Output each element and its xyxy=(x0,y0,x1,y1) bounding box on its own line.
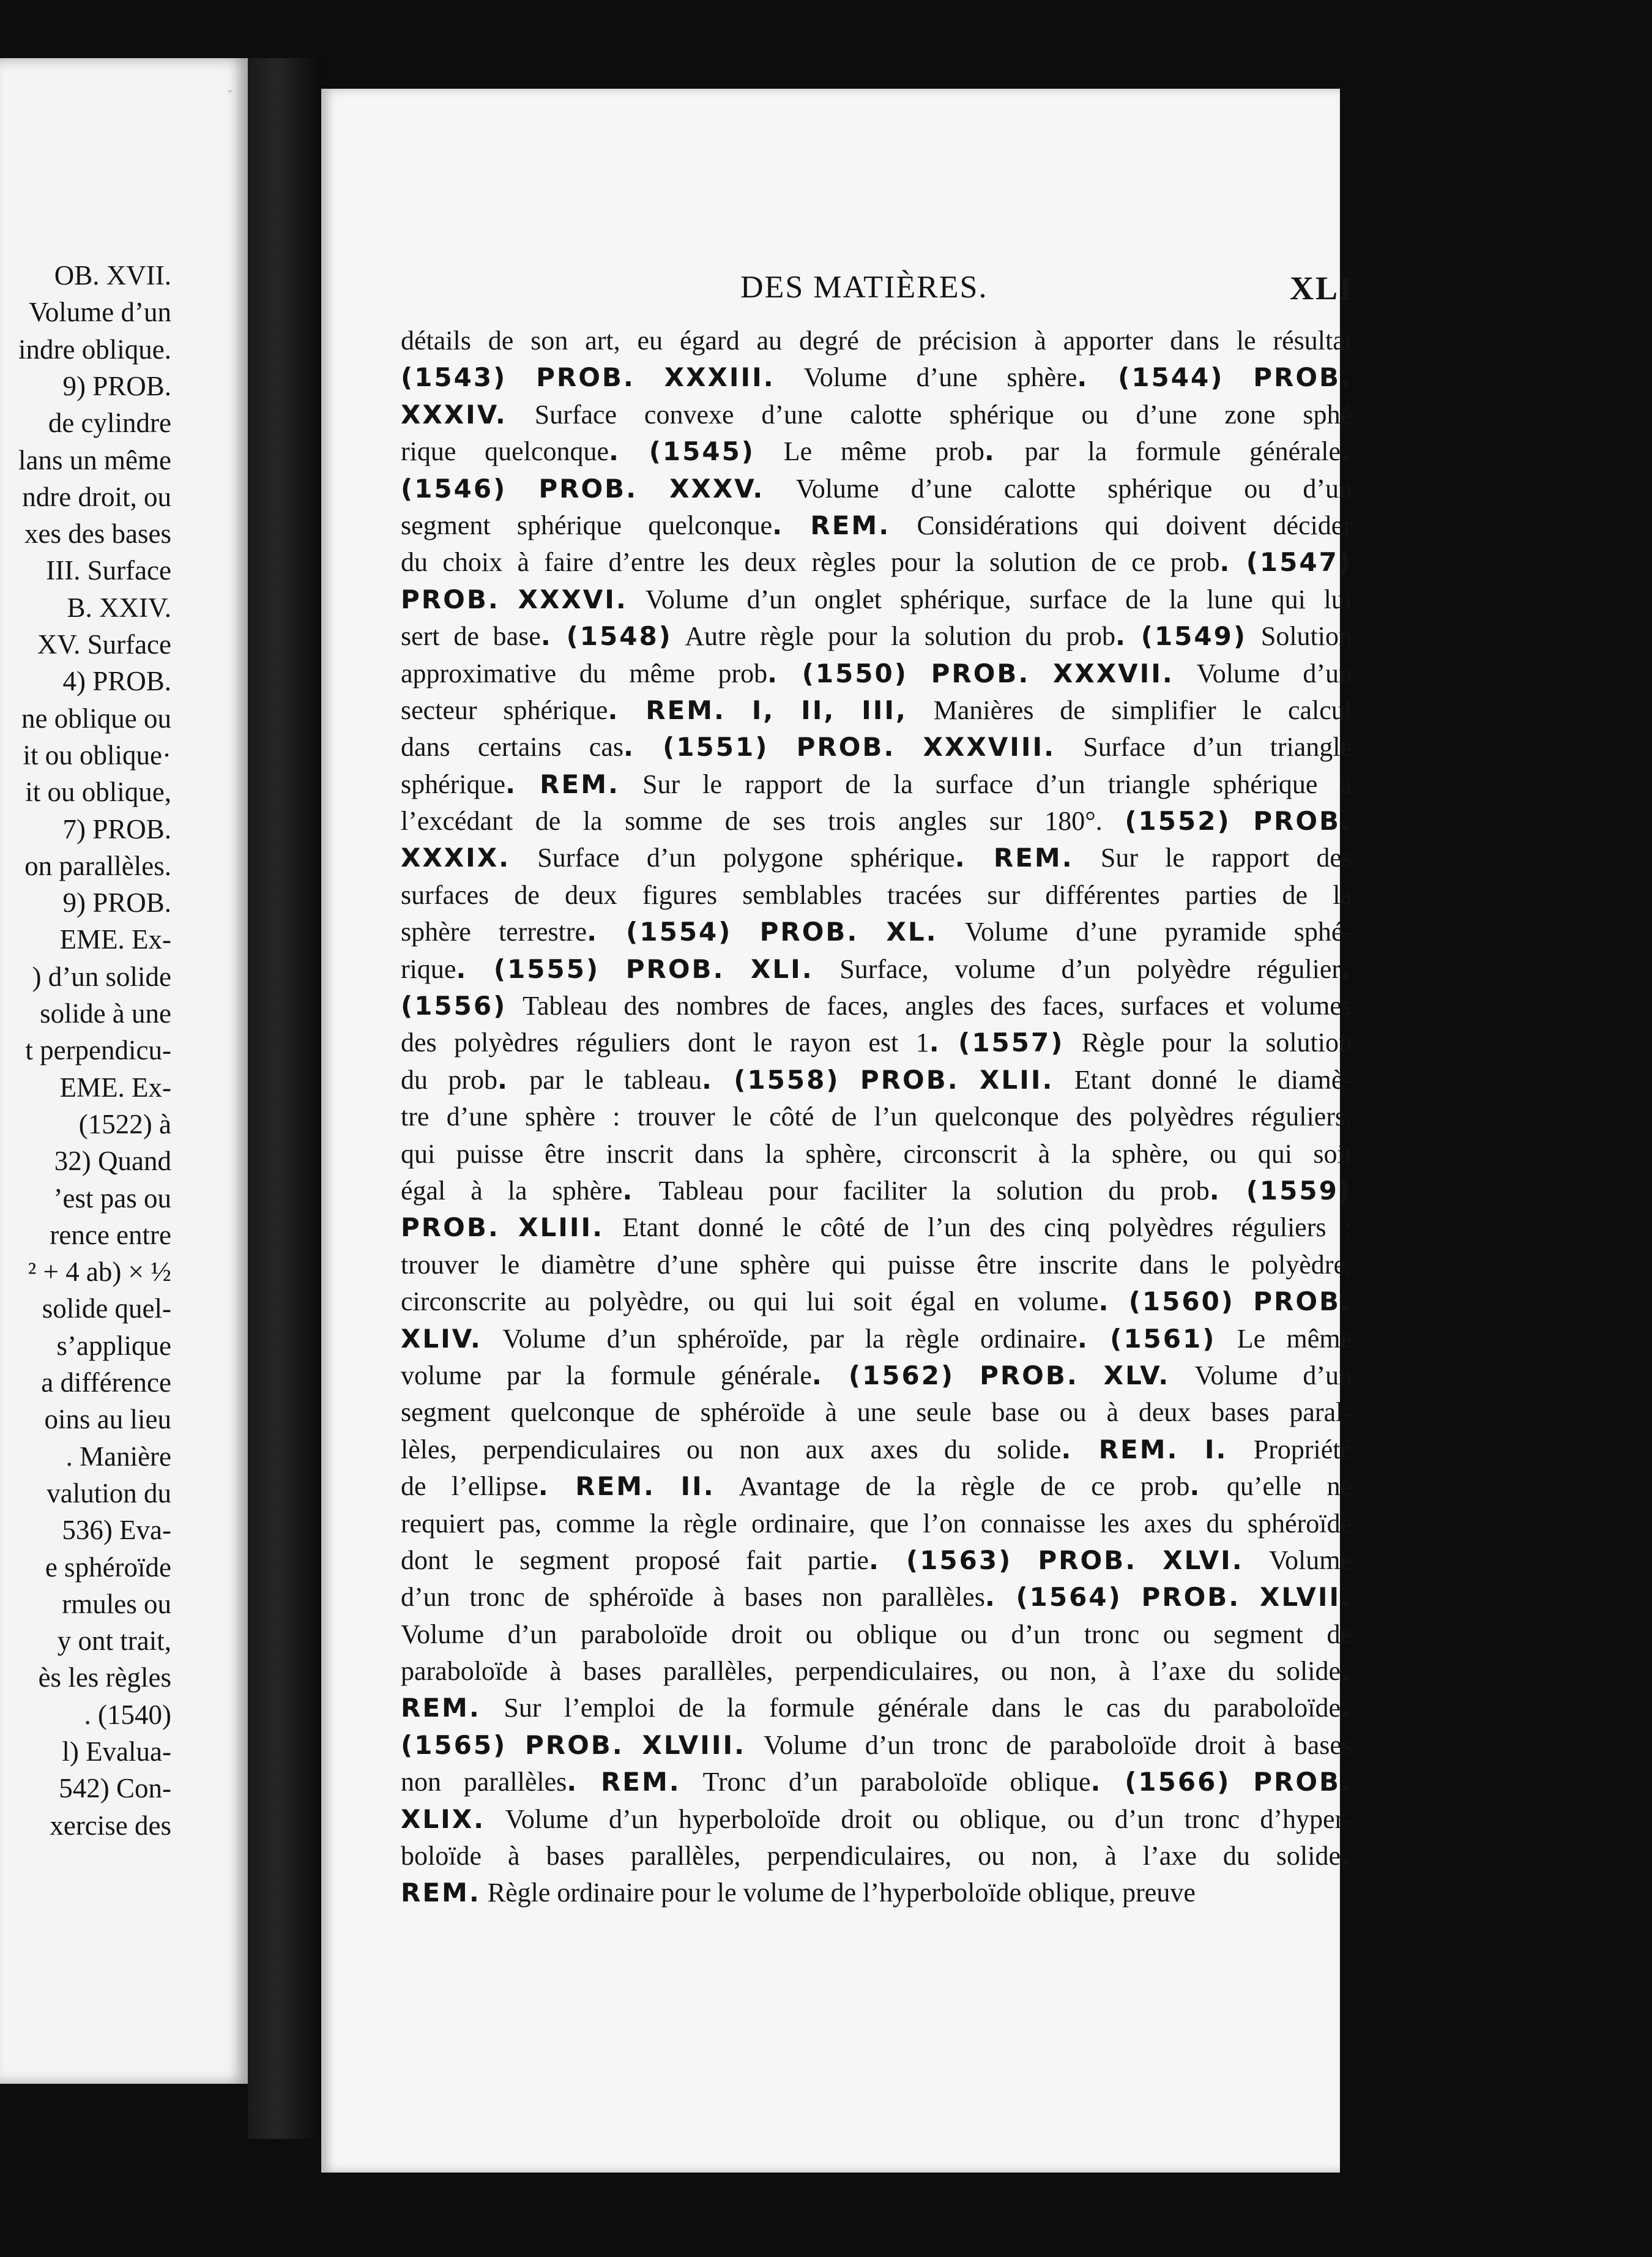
left-page-line: e sphéroïde xyxy=(45,1551,171,1583)
index-line: lèles, perpendiculaires ou non aux axes du solide. REM. I. Propriété xyxy=(401,1434,1353,1464)
left-page-line: Volume d’un xyxy=(29,297,171,328)
index-line: l’excédant de la somme de ses trois angles sur 180°. (1552) PROB. xyxy=(401,806,1352,837)
left-page-line: ’est pas ou xyxy=(53,1182,171,1214)
index-line: (1543) PROB. XXXIII. Volume d’une sphère. (1544) PROB. xyxy=(401,362,1353,393)
index-line: XXXIV. Surface convexe d’une calotte sphérique ou d’une zone sphé xyxy=(401,399,1352,430)
left-page-line: ndre droit, ou xyxy=(22,481,171,512)
index-line: détails de son art, eu égard au degré de précision à apporter dans le résultat xyxy=(401,326,1352,356)
left-page-line: a différence xyxy=(41,1367,171,1398)
left-page-line: solide à une xyxy=(40,998,171,1029)
index-line: de l’ellipse. REM. II. Avantage de la règle de ce prob. qu’elle ne xyxy=(401,1471,1353,1502)
left-page-line: 32) Quand xyxy=(54,1146,171,1177)
index-line: circonscrite au polyèdre, ou qui lui soit égal en volume. (1560) PROB. xyxy=(401,1286,1352,1317)
index-line: dont le segment proposé fait partie. (1563) PROB. XLVI. Volume xyxy=(401,1545,1353,1575)
index-line: paraboloïde à bases parallèles, perpendiculaires, ou non, à l’axe du solide. xyxy=(401,1656,1352,1687)
index-line: égal à la sphère. Tableau pour faciliter la solution du prob. (1559) xyxy=(401,1175,1353,1206)
index-line: REM. Règle ordinaire pour le volume de l’hyperboloïde oblique, preuve xyxy=(401,1878,1196,1908)
left-page-line: 9) PROB. xyxy=(62,370,171,401)
left-page-line: de cylindre xyxy=(48,408,171,439)
index-line: boloïde à bases parallèles, perpendiculaires, ou non, à l’axe du solide. xyxy=(401,1841,1352,1871)
index-line: PROB. XXXVI. Volume d’un onglet sphérique, surface de la lune qui lui xyxy=(401,584,1353,614)
index-line: XXXIX. Surface d’un polygone sphérique. REM. Sur le rapport des xyxy=(401,843,1353,873)
left-page-line: xercise des xyxy=(50,1810,171,1841)
index-line: sert de base. (1548) Autre règle pour la solution du prob. (1549) Solution xyxy=(401,621,1352,652)
index-text-block xyxy=(401,323,1352,1912)
index-line: volume par la formule générale. (1562) PROB. XLV. Volume d’un xyxy=(401,1360,1353,1390)
left-page-line: l) Evalua- xyxy=(62,1736,171,1767)
left-page-line: solide quel- xyxy=(42,1293,171,1324)
index-line: (1546) PROB. XXXV. Volume d’une calotte sphérique ou d’un xyxy=(401,473,1352,504)
index-line: (1556) Tableau des nombres de faces, angles des faces, surfaces et volumes xyxy=(401,991,1352,1021)
left-page-line: on parallèles. xyxy=(24,850,171,881)
index-line: du choix à faire d’entre les deux règles pour la solution de ce prob. (1547) xyxy=(401,547,1352,578)
left-page-line: . (1540) xyxy=(84,1699,171,1730)
index-line: REM. Sur l’emploi de la formule générale dans le cas du paraboloïde. xyxy=(401,1693,1352,1723)
index-line: XLIX. Volume d’un hyperboloïde droit ou oblique, ou d’un tronc d’hyper- xyxy=(401,1804,1352,1834)
left-page-line: y ont trait, xyxy=(57,1625,171,1657)
left-page-line: B. XXIV. xyxy=(67,592,171,623)
left-page-line: 9) PROB. xyxy=(62,887,171,919)
index-line: segment quelconque de sphéroïde à une seule base ou à deux bases paral- xyxy=(401,1397,1352,1428)
left-page-line: 7) PROB. xyxy=(62,813,171,845)
left-page-line: III. Surface xyxy=(46,555,171,586)
left-page-line: EME. Ex- xyxy=(59,924,171,955)
index-line: sphère terrestre. (1554) PROB. XL. Volume d’une pyramide sphé- xyxy=(401,917,1353,947)
left-page-line: t perpendicu- xyxy=(25,1035,171,1066)
left-page-line: valution du xyxy=(47,1477,171,1509)
left-page-line: xes des bases xyxy=(24,518,171,550)
running-head: DES MATIÈRES. xyxy=(740,270,988,305)
index-line: (1565) PROB. XLVIII. Volume d’un tronc de paraboloïde droit à bases xyxy=(401,1729,1353,1760)
left-page-line: . Manière xyxy=(65,1441,171,1472)
left-page-line: ès les règles xyxy=(38,1662,171,1693)
index-line: rique. (1555) PROB. XLI. Surface, volume d’un polyèdre régulier. xyxy=(401,953,1353,984)
left-page-line: XV. Surface xyxy=(37,629,171,660)
left-page-line: OB. XVII. xyxy=(54,260,171,291)
index-line: des polyèdres réguliers dont le rayon est 1. (1557) Règle pour la solution xyxy=(401,1028,1352,1058)
left-page-line: rmules ou xyxy=(62,1588,171,1619)
index-line: surfaces de deux figures semblables tracées sur différentes parties de la xyxy=(401,879,1352,910)
left-page-line: ne oblique ou xyxy=(21,703,171,734)
left-page-line: EME. Ex- xyxy=(59,1072,171,1103)
left-page-line: ) d’un solide xyxy=(32,961,171,992)
left-page-line: 4) PROB. xyxy=(62,666,171,697)
left-page-line: 542) Con- xyxy=(59,1773,171,1804)
index-line: PROB. XLIII. Etant donné le côté de l’un des cinq polyèdres réguliers : xyxy=(401,1212,1353,1243)
left-page-line: s’applique xyxy=(56,1330,171,1361)
index-line: XLIV. Volume d’un sphéroïde, par la règle ordinaire. (1561) Le même xyxy=(401,1323,1353,1354)
index-line: du prob. par le tableau. (1558) PROB. XLII. Etant donné le diamè- xyxy=(401,1064,1353,1095)
speck xyxy=(228,90,232,92)
index-line: sphérique. REM. Sur le rapport de la surface d’un triangle sphérique à xyxy=(401,769,1353,799)
left-page-line: (1522) à xyxy=(78,1108,171,1140)
index-line: trouver le diamètre d’une sphère qui puisse être inscrite dans le polyèdre, xyxy=(401,1249,1352,1280)
left-page-line: indre oblique. xyxy=(18,334,171,365)
left-page-line: lans un même xyxy=(18,444,171,476)
index-line: non parallèles. REM. Tronc d’un paraboloïde oblique. (1566) PROB. xyxy=(401,1767,1353,1797)
index-line: qui puisse être inscrit dans la sphère, circonscrit à la sphère, ou qui soit xyxy=(401,1138,1352,1169)
index-line: requiert pas, comme la règle ordinaire, que l’on connaisse les axes du sphéroïde xyxy=(401,1508,1352,1539)
left-page xyxy=(0,58,248,2084)
index-line: rique quelconque. (1545) Le même prob. par la formule générale. xyxy=(401,436,1353,467)
index-line: secteur sphérique. REM. I, II, III, Manières de simplifier le calcul xyxy=(401,695,1352,725)
book-gutter xyxy=(248,58,321,2139)
index-line: Volume d’un paraboloïde droit ou oblique ou d’un tronc ou segment de xyxy=(401,1619,1352,1649)
index-line: d’un tronc de sphéroïde à bases non parallèles. (1564) PROB. XLVII. xyxy=(401,1582,1353,1613)
left-page-line: rence entre xyxy=(50,1219,171,1250)
index-line: segment sphérique quelconque. REM. Considérations qui doivent décider xyxy=(401,510,1352,540)
left-page-line: oins au lieu xyxy=(44,1404,171,1435)
index-line: dans certains cas. (1551) PROB. XXXVIII. Surface d’un triangle xyxy=(401,732,1352,763)
left-page-line: ² + 4 ab) × ½ xyxy=(28,1256,171,1288)
left-page-line: it ou oblique· xyxy=(23,739,171,770)
page-folio: XLI xyxy=(1290,270,1355,307)
index-line: tre d’une sphère : trouver le côté de l’un quelconque des polyèdres réguliers, xyxy=(401,1102,1352,1132)
left-page-line: it ou oblique, xyxy=(25,777,171,808)
index-line: approximative du même prob. (1550) PROB. XXXVII. Volume d’un xyxy=(401,658,1353,688)
left-page-line: 536) Eva- xyxy=(62,1515,171,1546)
